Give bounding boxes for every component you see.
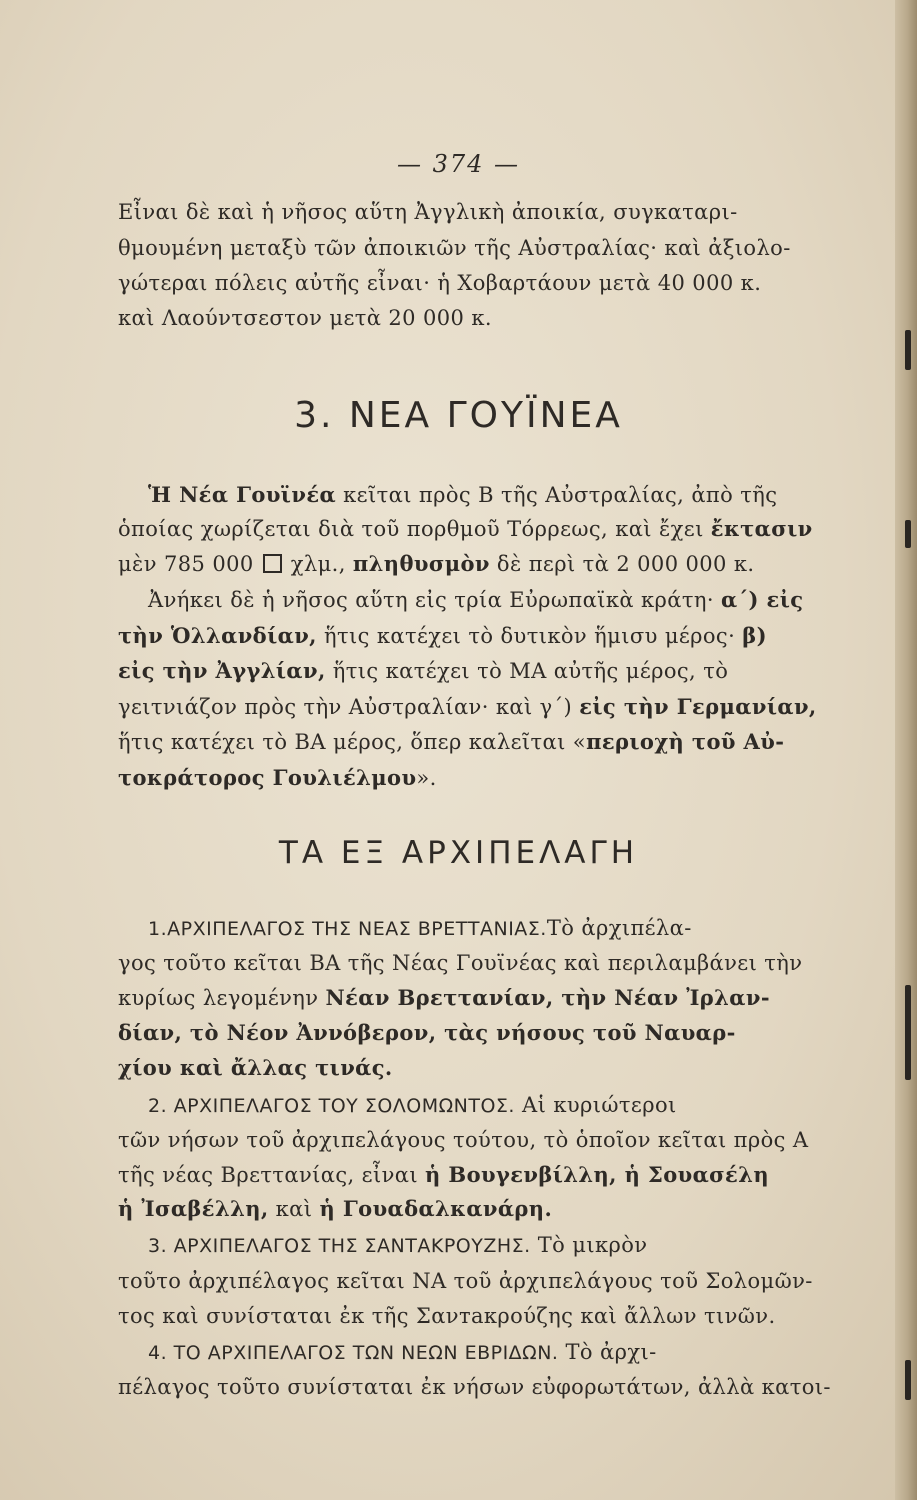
paragraph-line — [118, 514, 843, 544]
bold-term: ἡ Βουγενβίλλη, ἡ Σουασέλη — [425, 1162, 770, 1187]
paragraph-line — [148, 913, 843, 944]
paragraph-line — [118, 621, 843, 651]
paragraph-line — [148, 1337, 843, 1368]
paragraph-line — [118, 1125, 843, 1155]
entry-heading: 3. ΑΡΧΙΠΕΛΑΓΟΣ ΤΗΣ ΣΑΝΤΑΚΡΟΥΖΗΣ. — [148, 1235, 531, 1257]
edge-mark — [905, 330, 911, 370]
paragraph-line — [148, 480, 843, 510]
intro-line: θμουμένη μεταξὺ τῶν ἀποικιῶν τῆς Αὐστραλίας· καὶ ἀξιολο- — [118, 236, 791, 260]
text-span: Τὸ ἀρχι- — [558, 1340, 657, 1364]
bold-term: β) — [742, 623, 767, 648]
text-span: τοῦτο ἀρχιπέλαγος κεῖται ΝΑ τοῦ ἀρχιπελάγους τοῦ Σολομῶν- — [118, 1269, 813, 1293]
text-span: γειτνιάζον πρὸς τὴν Αὐστραλίαν· καὶ γ΄) — [118, 695, 580, 719]
intro-line: Εἶναι δὲ καὶ ἡ νῆσος αὕτη Ἀγγλικὴ ἀποικία, συγκαταρι- — [118, 200, 738, 224]
bold-term: ἡ Ἰσαβέλλη, — [118, 1196, 269, 1221]
paragraph-line — [118, 1301, 843, 1331]
entry-heading: 2. ΑΡΧΙΠΕΛΑΓΟΣ ΤΟΥ ΣΟΛΟΜΩΝΤΟΣ. — [148, 1095, 515, 1117]
paragraph-line — [118, 1053, 843, 1083]
entry-heading: 1.ΑΡΧΙΠΕΛΑΓΟΣ ΤΗΣ ΝΕΑΣ ΒΡΕΤΤΑΝΙΑΣ. — [148, 918, 547, 940]
text-span: Τὸ μικρὸν — [530, 1233, 648, 1257]
text-span: χλμ., — [283, 552, 353, 576]
edge-mark — [905, 1360, 911, 1400]
subsection-title: ΤΑ ΕΞ ΑΡΧΙΠΕΛΑΓΗ — [278, 835, 639, 871]
bold-term: τὴν Ὁλλανδίαν, — [118, 623, 317, 648]
paragraph-line — [118, 692, 843, 722]
bold-term: περιοχὴ τοῦ Αὐ- — [586, 729, 785, 754]
text-span: πέλαγος τοῦτο συνίσταται ἐκ νήσων εὐφορωτάτων, ἀλλὰ κατοι- — [118, 1375, 831, 1399]
text-span: δὲ περὶ τὰ 2 000 000 κ. — [489, 552, 755, 576]
paragraph-line — [118, 1194, 843, 1224]
paragraph-line — [118, 763, 843, 793]
text-span: ὁποίας χωρίζεται διὰ τοῦ πορθμοῦ Τόρρεως, καὶ ἔχει — [118, 517, 711, 541]
bold-term: εἰς τὴν Γερμανίαν, — [579, 694, 817, 719]
paragraph-line — [118, 948, 843, 978]
bold-term: Νέαν Βρεττανίαν, τὴν Νέαν Ἰρλαν- — [325, 985, 770, 1010]
entry-heading: 4. ΤΟ ΑΡΧΙΠΕΛΑΓΟΣ ΤΩΝ ΝΕΩΝ ΕΒΡΙΔΩΝ. — [148, 1342, 559, 1364]
paragraph-line — [148, 1230, 843, 1261]
bold-term: α΄) εἰς — [721, 587, 804, 612]
text-span: ἥτις κατέχει τὸ ΜΑ αὐτῆς μέρος, τὸ — [325, 659, 729, 683]
paragraph-line — [118, 1266, 843, 1296]
paragraph-line — [118, 727, 843, 757]
paragraph-line — [148, 1090, 843, 1121]
paragraph-line — [118, 983, 843, 1013]
intro-line: καὶ Λαούντσεστον μετὰ 20 000 κ. — [118, 306, 492, 330]
paragraph-line — [118, 1372, 843, 1402]
paragraph-line — [118, 1018, 843, 1048]
bold-term: εἰς τὴν Ἀγγλίαν, — [118, 658, 326, 683]
edge-mark — [905, 985, 911, 1080]
section-title: 3. ΝΕΑ ΓΟΥΪΝΕΑ — [294, 395, 623, 436]
bold-term: πληθυσμὸν — [352, 551, 490, 576]
bold-term: χίου καὶ ἄλλας τινάς. — [118, 1055, 393, 1080]
text-span: ἥτις κατέχει τὸ δυτικὸν ἥμισυ μέρος· — [316, 624, 743, 648]
bold-term: τοκράτορος Γουλιέλμου — [118, 765, 417, 790]
text-span: κυρίως λεγομένην — [118, 986, 326, 1010]
square-icon — [263, 554, 282, 573]
paragraph-line — [118, 1160, 843, 1190]
paragraph-line — [148, 585, 843, 615]
edge-mark — [905, 520, 911, 548]
page-edge — [895, 0, 917, 1500]
text-span: καὶ — [268, 1197, 320, 1221]
text-span: τῶν νήσων τοῦ ἀρχιπελάγους τούτου, τὸ ὁποῖον κεῖται πρὸς Α — [118, 1128, 809, 1152]
text-span: Τὸ ἀρχιπέλα- — [546, 916, 692, 940]
intro-line: γώτεραι πόλεις αὐτῆς εἶναι· ἡ Χοβαρτάουν μετὰ 40 000 κ. — [118, 271, 762, 295]
text-span: Αἱ κυριώτεροι — [514, 1093, 677, 1117]
text-span: μὲν 785 000 — [118, 552, 254, 576]
text-span: τῆς νέας Βρεττανίας, εἶναι — [118, 1163, 426, 1187]
bold-term: ἡ Γουαδαλκανάρη. — [319, 1196, 553, 1221]
text-span: τος καὶ συνίσταται ἐκ τῆς Σανтакρούζης καὶ ἄλλων τινῶν. — [118, 1304, 776, 1328]
text-span: κεῖται πρὸς Β τῆς Αὐστραλίας, ἀπὸ τῆς — [336, 483, 778, 507]
paragraph-line — [118, 549, 843, 579]
page-number: — 374 — — [396, 150, 521, 178]
text-span: ἥτις κατέχει τὸ ΒΑ μέρος, ὅπερ καλεῖται « — [118, 730, 587, 754]
text-span: γος τοῦτο κεῖται ΒΑ τῆς Νέας Γουϊνέας καὶ περιλαμβάνει τὴν — [118, 951, 803, 975]
text-span: Ἀνήκει δὲ ἡ νῆσος αὕτη εἰς τρία Εὐρωπαϊκὰ κράτη· — [148, 588, 722, 612]
text-span: ». — [416, 766, 437, 790]
bold-term: Ἡ Νέα Γουϊνέα — [148, 482, 337, 507]
paragraph-line — [118, 656, 843, 686]
bold-term: ἔκτασιν — [710, 516, 813, 541]
bold-term: δίαν, τὸ Νέον Ἀννόβερον, τὰς νήσους τοῦ Ναυαρ- — [118, 1020, 736, 1045]
